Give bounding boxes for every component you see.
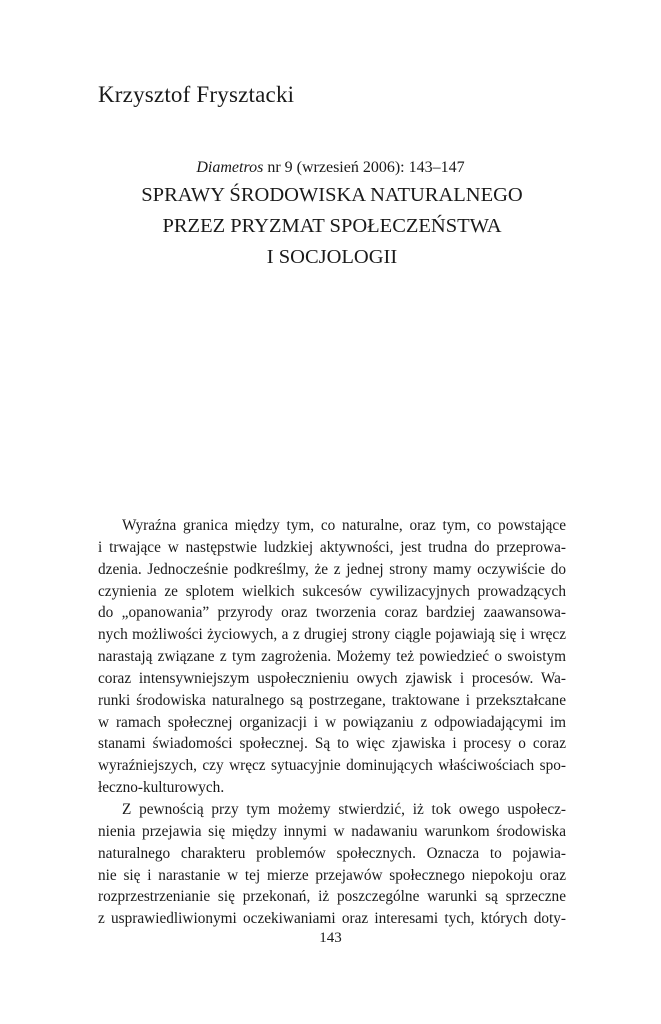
- paragraph-1: [98, 515, 566, 799]
- text-line: nych możliwości życiowych, a z drugiej strony ciągle pojawiają się i wręcz: [98, 626, 566, 644]
- text-line: czynienia ze splotem wielkich sukcesów cywilizacyjnych prowadzących: [98, 582, 566, 600]
- title-line: SPRAWY ŚRODOWISKA NATURALNEGO: [141, 184, 523, 206]
- text-line: stanami świadomości społecznej. Są to więc zjawiska i procesy o coraz: [98, 735, 566, 753]
- title-line: PRZEZ PRYZMAT SPOŁECZEŃSTWA: [162, 215, 502, 237]
- text-line: nienia przejawia się między innymi w nadawaniu warunkom środowiska: [98, 822, 566, 840]
- text-line: naturalnego charakteru problemów społecznych. Oznacza to pojawia-: [98, 844, 566, 862]
- text-line: coraz intensywniejszym uspołecznieniu owych zjawisk i procesów. Wa-: [98, 669, 566, 687]
- text-line: rozprzestrzenianie się przekonań, iż poszczególne warunki są sprzeczne: [98, 888, 566, 906]
- article-title: [98, 180, 566, 273]
- text-line: nie się i narastanie w tej mierze przejawów społecznego niepokoju oraz: [98, 866, 566, 884]
- journal-name: Diametros: [196, 159, 264, 176]
- text-line: i trwające w następstwie ludzkiej aktywności, jest trudna do przeprowa-: [98, 538, 566, 556]
- text-line: Wyraźna granica między tym, co naturalne, oraz tym, co powstające: [122, 517, 566, 534]
- text-line: dzenia. Jednocześnie podkreślmy, że z jednej strony mamy oczywiście do: [98, 560, 566, 578]
- author-name: Krzysztof Frysztacki: [98, 82, 295, 107]
- title-line: I SOCJOLOGII: [266, 246, 398, 268]
- text-line: w ramach społecznej organizacji i w powiązaniu z odpowiadającymi im: [98, 713, 566, 731]
- journal-issue: nr 9 (wrzesień 2006): 143–147: [263, 159, 465, 176]
- paragraph-2: [98, 799, 566, 930]
- text-line: Z pewnością przy tym możemy stwierdzić, iż tok owego uspołecz-: [122, 800, 566, 818]
- text-line: do „opanowania” przyrody oraz tworzenia coraz bardziej zaawansowa-: [98, 604, 566, 622]
- text-line: łeczno-kulturowych.: [98, 779, 225, 797]
- text-line: runki środowiska naturalnego są postrzegane, traktowane i przekształcane: [98, 691, 566, 709]
- article-body: [98, 515, 566, 930]
- text-line: narastają związane z tym zagrożenia. Możemy też powiedzieć o swoistym: [98, 648, 566, 666]
- text-line: z usprawiedliwionymi oczekiwaniami oraz interesami tych, których doty-: [98, 910, 566, 928]
- journal-citation: [0, 159, 661, 177]
- page-number: 143: [319, 930, 342, 946]
- text-line: wyraźniejszych, czy wręcz sytuacyjnie dominujących właściwościach spo-: [98, 757, 566, 775]
